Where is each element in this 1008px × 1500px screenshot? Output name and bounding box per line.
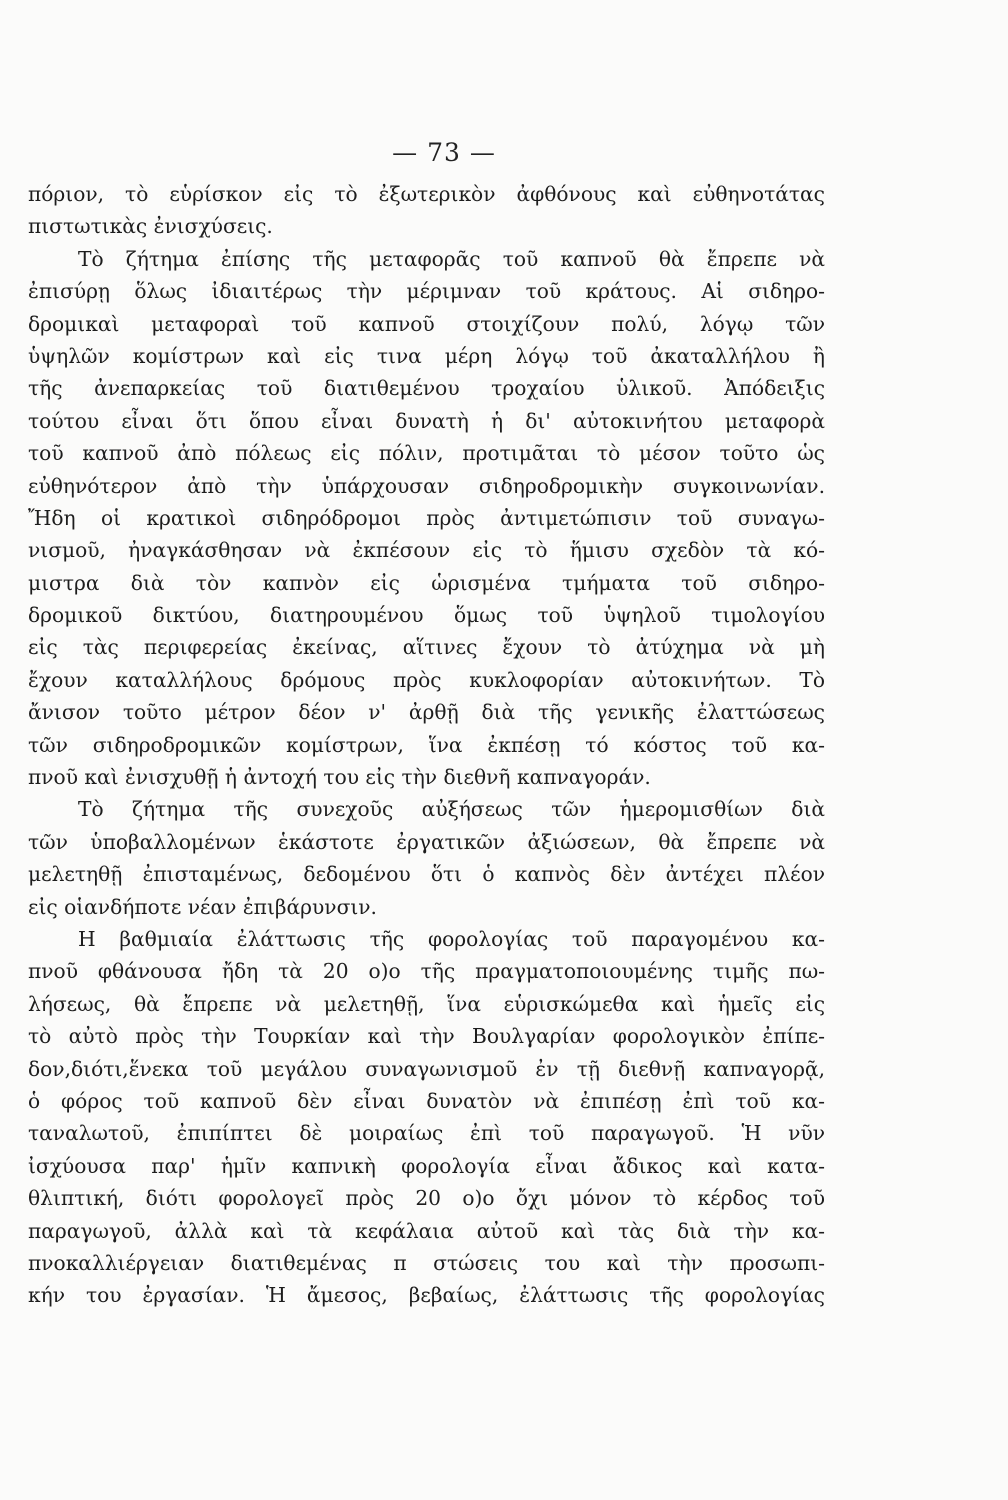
text-line: μελετηθῇ ἐπισταμένως, δεδομένου ὅτι ὁ καπνὸς δὲν ἀντέχει πλέον xyxy=(28,862,825,887)
text-line: τῆς ἀνεπαρκείας τοῦ διατιθεμένου τροχαίου ὑλικοῦ. Ἀπόδειξις xyxy=(28,376,825,401)
text-line: πνοῦ καὶ ἐνισχυθῇ ἡ ἀντοχή του εἰς τὴν διεθνῆ καπναγοράν. xyxy=(28,765,651,790)
paragraph-2 xyxy=(28,243,825,794)
body-text xyxy=(28,178,825,1312)
text-line: δρομικαὶ μεταφοραὶ τοῦ καπνοῦ στοιχίζουν πολύ, λόγῳ τῶν xyxy=(28,311,825,336)
text-line: τοῦ καπνοῦ ἀπὸ πόλεως εἰς πόλιν, προτιμᾶται τὸ μέσον τοῦτο ὡς xyxy=(28,441,825,466)
text-line: ταναλωτοῦ, ἐπιπίπτει δὲ μοιραίως ἐπὶ τοῦ παραγωγοῦ. Ἡ νῦν xyxy=(28,1121,825,1146)
text-line: τῶν ὑποβαλλομένων ἑκάστοτε ἐργατικῶν ἀξιώσεων, θὰ ἔπρεπε νὰ xyxy=(28,829,825,854)
text-line: ἄνισον τοῦτο μέτρον δέον ν' ἀρθῇ διὰ τῆς γενικῆς ἐλαττώσεως xyxy=(28,700,825,725)
text-line: Ἤδη οἱ κρατικοὶ σιδηρόδρομοι πρὸς ἀντιμετώπισιν τοῦ συναγω- xyxy=(28,505,825,530)
text-line: μιστρα διὰ τὸν καπνὸν εἰς ὡρισμένα τμήματα τοῦ σιδηρο- xyxy=(28,570,825,595)
paragraph-3 xyxy=(28,793,825,923)
text-line: Η βαθμιαία ἐλάττωσις τῆς φορολογίας τοῦ παραγομένου κα- xyxy=(78,926,825,951)
text-line: εἰς τὰς περιφερείας ἐκείνας, αἵτινες ἔχουν τὸ ἀτύχημα νὰ μὴ xyxy=(28,635,825,660)
text-line: τούτου εἶναι ὅτι ὅπου εἶναι δυνατὴ ἡ δι' αὐτοκινήτου μεταφορὰ xyxy=(28,408,825,433)
text-line: πνοκαλλιέργειαν διατιθεμένας π στώσεις του καὶ τὴν προσωπι- xyxy=(28,1250,825,1275)
paragraph-4 xyxy=(28,923,825,1312)
text-line: τὸ αὐτὸ πρὸς τὴν Τουρκίαν καὶ τὴν Βουλγαρίαν φορολογικὸν ἐπίπε- xyxy=(28,1024,825,1049)
text-line: κήν του ἐργασίαν. Ἡ ἄμεσος, βεβαίως, ἐλάττωσις τῆς φορολογίας xyxy=(28,1283,825,1308)
text-line: δον,διότι,ἕνεκα τοῦ μεγάλου συναγωνισμοῦ ἐν τῇ διεθνῇ καπναγορᾷ, xyxy=(28,1056,825,1081)
text-line: θλιπτική, διότι φορολογεῖ πρὸς 20 ο)ο ὄχι μόνον τὸ κέρδος τοῦ xyxy=(28,1186,825,1211)
page-number: — 73 — xyxy=(392,138,496,167)
text-line: ἔχουν καταλλήλους δρόμους πρὸς κυκλοφορίαν αὐτοκινήτων. Τὸ xyxy=(28,667,825,692)
text-line: Τὸ ζήτημα τῆς συνεχοῦς αὐξήσεως τῶν ἡμερομισθίων διὰ xyxy=(78,797,825,822)
paragraph-1 xyxy=(28,178,825,243)
text-line: τῶν σιδηροδρομικῶν κομίστρων, ἵνα ἐκπέσῃ τό κόστος τοῦ κα- xyxy=(28,732,825,757)
text-line: πόριον, τὸ εὑρίσκον εἰς τὸ ἐξωτερικὸν ἀφθόνους καὶ εὐθηνοτάτας xyxy=(28,182,825,206)
text-line: εἰς οἱανδήποτε νέαν ἐπιβάρυνσιν. xyxy=(28,894,377,919)
text-line: λήσεως, θὰ ἔπρεπε νὰ μελετηθῇ, ἵνα εὑρισκώμεθα καὶ ἡμεῖς εἰς xyxy=(28,991,825,1016)
text-line: πιστωτικὰς ἐνισχύσεις. xyxy=(28,214,273,239)
text-line: εὐθηνότερον ἀπὸ τὴν ὑπάρχουσαν σιδηροδρομικὴν συγκοινωνίαν. xyxy=(28,473,825,498)
text-line: νισμοῦ, ἠναγκάσθησαν νὰ ἐκπέσουν εἰς τὸ ἥμισυ σχεδὸν τὰ κό- xyxy=(28,538,825,563)
text-line: Τὸ ζήτημα ἐπίσης τῆς μεταφορᾶς τοῦ καπνοῦ θὰ ἔπρεπε νὰ xyxy=(78,246,825,271)
text-line: ὁ φόρος τοῦ καπνοῦ δὲν εἶναι δυνατὸν νὰ ἐπιπέσῃ ἐπὶ τοῦ κα- xyxy=(28,1088,825,1113)
text-line: δρομικοῦ δικτύου, διατηρουμένου ὅμως τοῦ ὑψηλοῦ τιμολογίου xyxy=(28,603,825,628)
text-line: παραγωγοῦ, ἀλλὰ καὶ τὰ κεφάλαια αὐτοῦ καὶ τὰς διὰ τὴν κα- xyxy=(28,1218,825,1243)
text-line: ἐπισύρῃ ὅλως ἰδιαιτέρως τὴν μέριμναν τοῦ κράτους. Αἱ σιδηρο- xyxy=(28,279,825,304)
text-line: ἰσχύουσα παρ' ἡμῖν καπνικὴ φορολογία εἶναι ἄδικος καὶ κατα- xyxy=(28,1153,825,1178)
text-line: πνοῦ φθάνουσα ἤδη τὰ 20 ο)ο τῆς πραγματοποιουμένης τιμῆς πω- xyxy=(28,959,825,984)
text-line: ὑψηλῶν κομίστρων καὶ εἰς τινα μέρη λόγῳ τοῦ ἀκαταλλήλου ἢ xyxy=(28,343,825,368)
